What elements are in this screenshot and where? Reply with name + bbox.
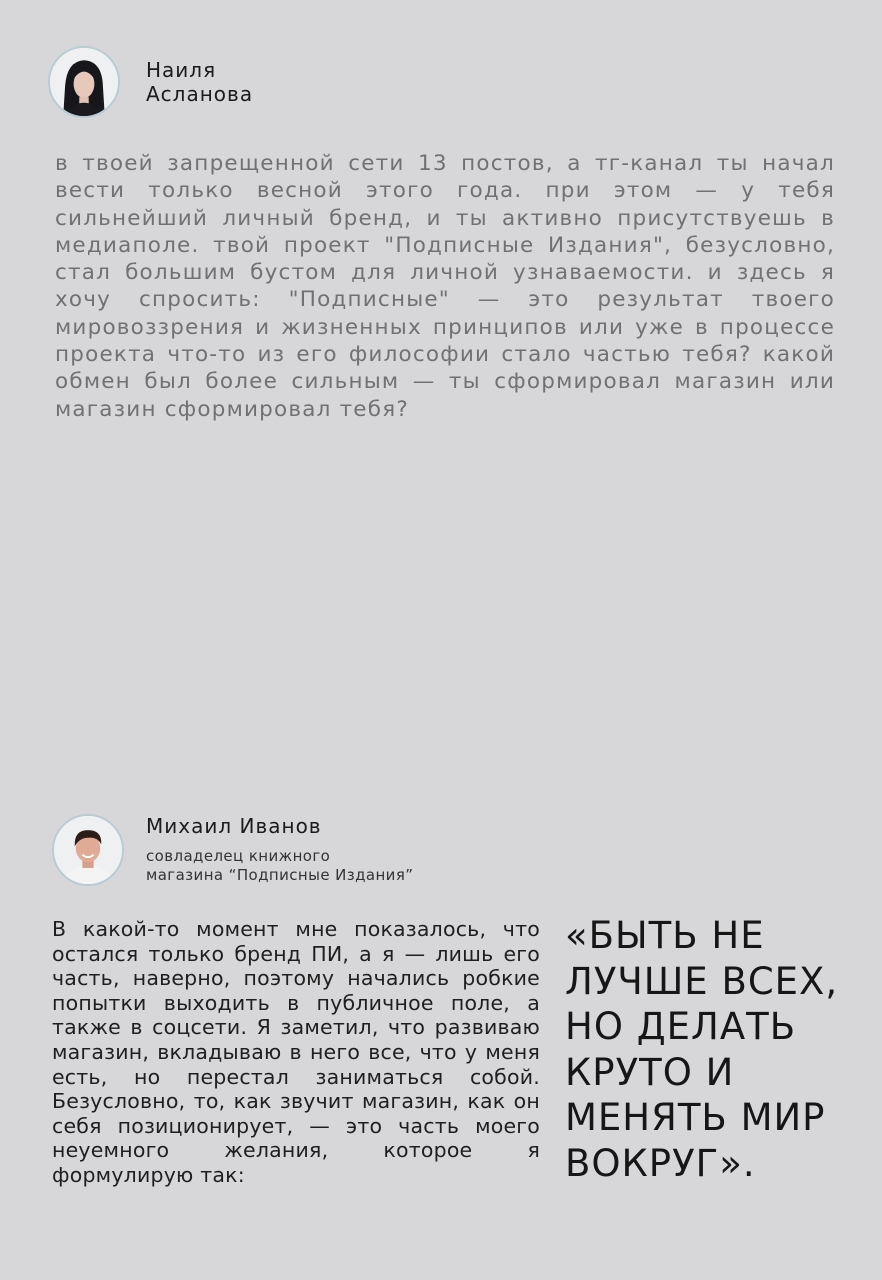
woman-portrait-icon: [50, 48, 118, 116]
pull-quote: «БЫТЬ НЕ ЛУЧШЕ ВСЕХ, НО ДЕЛАТЬ КРУТО И МЕНЯТЬ МИР ВОКРУГ».: [565, 914, 839, 1185]
question-text: в твоей запрещенной сети 13 постов, а тг-канал ты начал вести только весной этого года. при этом — у тебя сильнейший личный бренд, и ты активно присутствуешь в медиаполе. твой проект "Подписные Издания", безусловно, стал большим бустом для личной узнаваемости. и здесь я хочу спросить: "Подписные" — это результат твоего мировоззрения и жизненных принципов или уже в процессе проекта что-то из его философии стало частью тебя? какой обмен был более сильным — ты сформировал магазин или магазин сформировал тебя?: [55, 151, 835, 422]
interviewer-first-name: Наиля: [146, 58, 217, 82]
answer-text: В какой-то момент мне показалось, что остался только бренд ПИ, а я — лишь его часть, наверно, поэтому начались робкие попытки выходить в публичное поле, а также в соцсети. Я заметил, что развиваю магазин, вкладываю в него все, что у меня есть, но перестал заниматься собой. Безусловно, то, как звучит магазин, как он себя позиционирует, — это часть моего неуемного желания, которое я формулирую так:: [52, 917, 540, 1187]
interviewer-last-name: Асланова: [146, 82, 254, 106]
interviewee-avatar: [52, 814, 124, 886]
interviewer-name: [146, 58, 253, 106]
interviewee-role-line1: совладелец книжного: [146, 847, 331, 865]
interviewee-role: [146, 847, 546, 885]
interviewer-avatar: [48, 46, 120, 118]
interviewee-role-line2: магазина “Подписные Издания”: [146, 866, 414, 884]
man-portrait-icon: [54, 816, 122, 884]
interviewee-name: Михаил Иванов: [146, 814, 322, 838]
